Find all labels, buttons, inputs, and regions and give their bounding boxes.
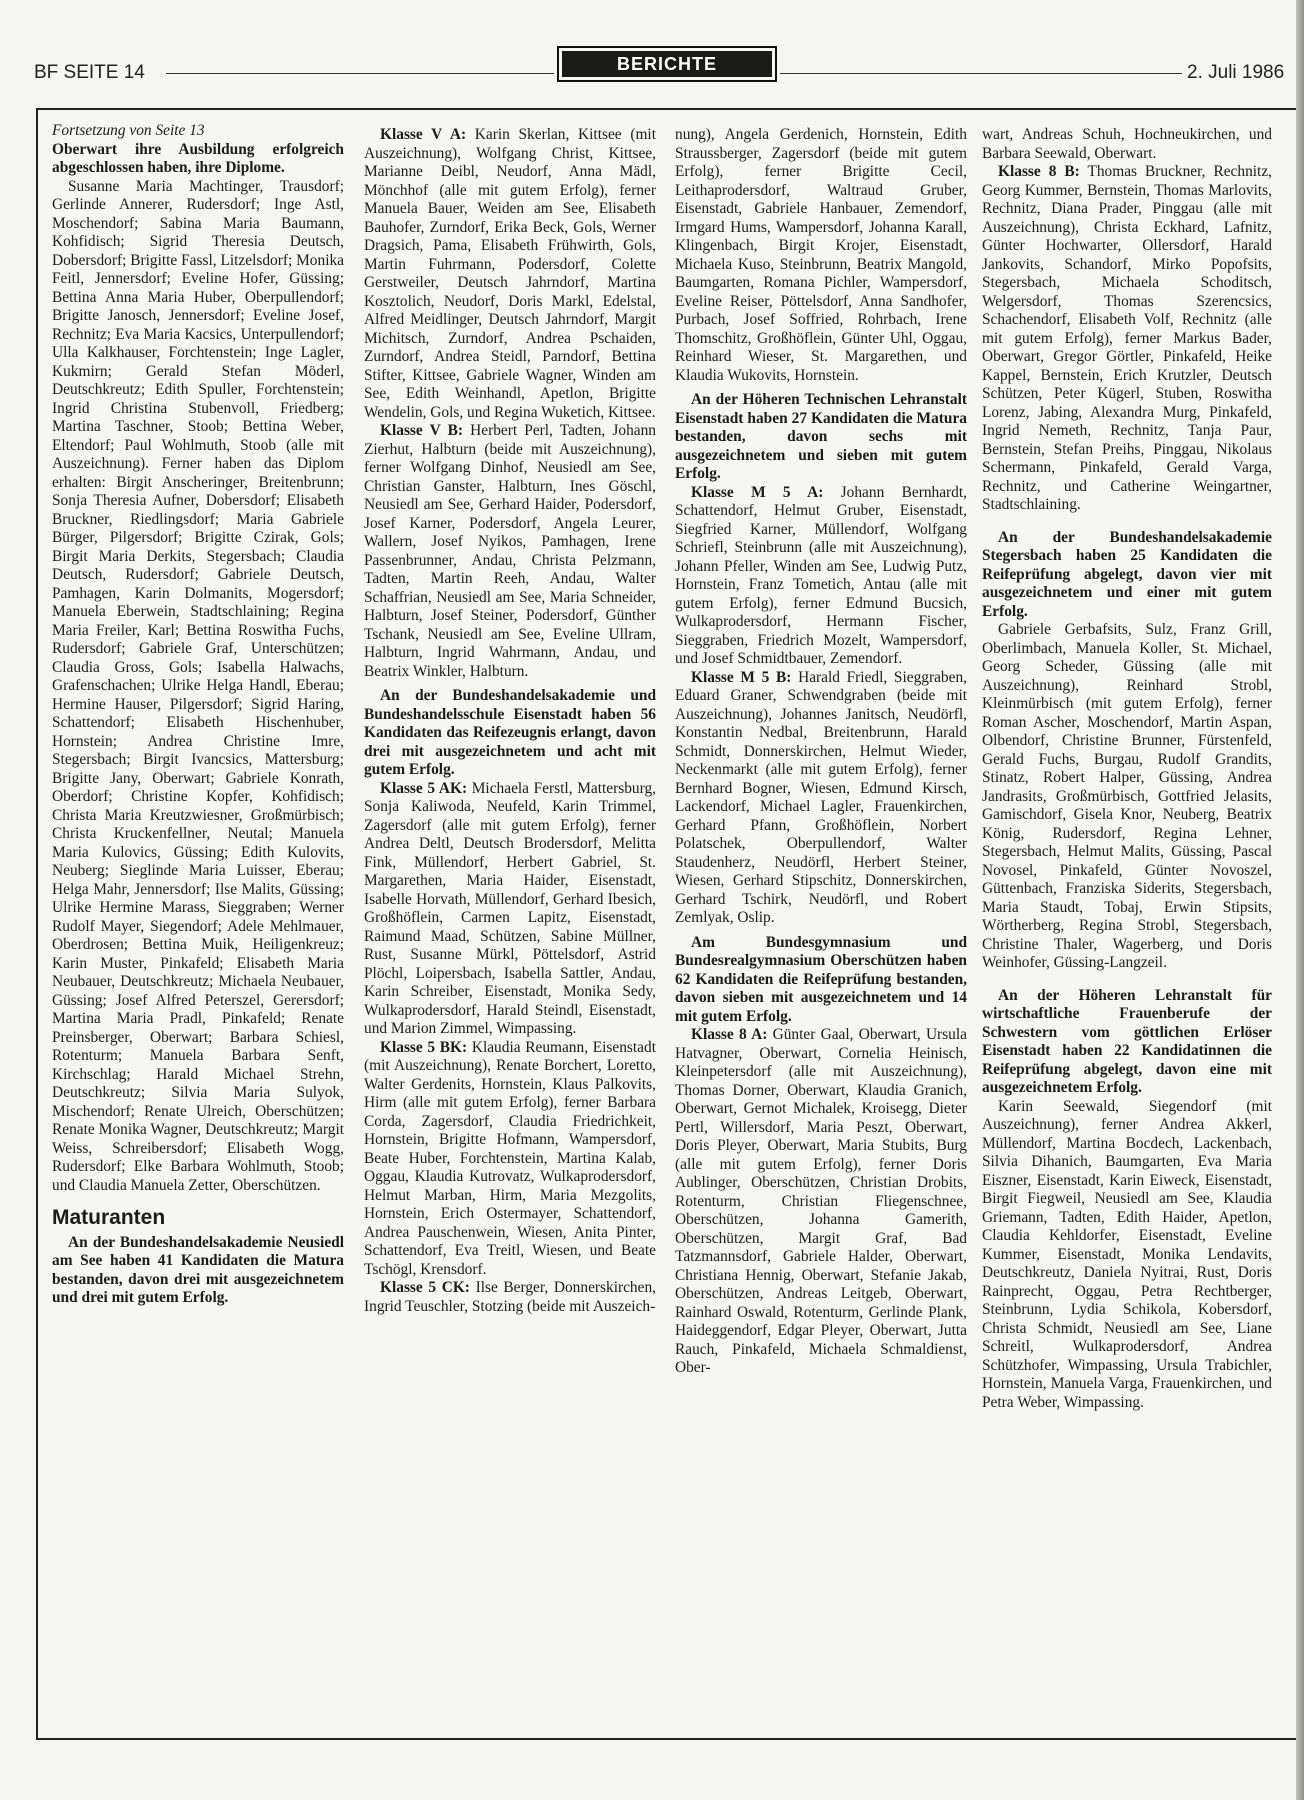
class-label: Klasse V B: — [380, 422, 463, 439]
class-list: Ilse Berger, Donnerskirchen, Ingrid Teuschler, Stotzing (beide mit Auszeich- — [364, 1279, 657, 1315]
continuation-note: Fortsetzung von Seite 13 — [52, 122, 205, 139]
intro-paragraph: Oberwart ihre Ausbildung erfolgreich abgeschlossen haben, ihre Diplome. — [52, 140, 344, 176]
school-lead: An der Bundeshandelsakademie Stegersbach haben 25 Kandidaten die Reifeprüfung abgelegt, davon vier mit ausgezeichnetem und einer mit gutem Erfolg. — [982, 528, 1272, 620]
page-label: BF SEITE 14 — [34, 62, 145, 83]
class-label: Klasse 8 B: — [998, 163, 1080, 180]
school-lead: An der Höheren Technischen Lehranstalt Eisenstadt haben 27 Kandidaten die Matura bestanden, davon sechs mit ausgezeichnetem und sieben mit gutem Erfolg. — [675, 391, 967, 482]
class-paragraph — [364, 1279, 656, 1316]
class-paragraph — [675, 669, 967, 928]
class-list: Michaela Ferstl, Mattersburg, Sonja Kaliwoda, Neufeld, Karin Trimmel, Zagersdorf (alle mit gutem Erfolg), ferner Andrea Deltl, Deutsch Brodersdorf, Melitta Fink, Müllendorf, Herbert Gabriel, St. Margarethen, Maria Haider, Eisenstadt, Isabelle Horvath, Müllendorf, Gerhard Ibesich, Großhöflein, Carmen Lapitz, Eisenstadt, Raimund Maad, Schützen, Sabine Müllner, Rust, Susanne Mürkl, Pöttelsdorf, Astrid Plöchl, Loipersbach, Isabella Sattler, Andau, Karin Schreiber, Eisenstadt, Monika Sedy, Wulkaprodersdorf, Harald Steindl, Eisenstadt, und Marion Zimmel, Wimpassing. — [364, 779, 656, 1037]
class-list: Herbert Perl, Tadten, Johann Zierhut, Halbturn (beide mit Auszeichnung), ferner Wolfgang Dinhof, Neusiedl am See, Christian Ganster, Halbturn, Ines Göschl, Neusiedl am See, Gerhard Haider, Podersdorf, Josef Karner, Podersdorf, Angela Leurer, Wallern, Josef Nyikos, Pamhagen, Irene Passenbrunner, Andau, Christa Pelzmann, Tadten, Martin Reeh, Andau, Walter Schaffrian, Neusiedl am See, Maria Schneider, Halbturn, Josef Steiner, Podersdorf, Günther Tschank, Neusiedl am See, Eveline Ullram, Halbturn, Ingrid Wahrmann, Andau, und Beatrix Winkler, Halbturn. — [364, 422, 656, 680]
graduate-list: Karin Seewald, Siegendorf (mit Auszeichnung), ferner Andrea Akkerl, Müllendorf, Martina Bocdech, Lackenbach, Silvia Dihanich, Baumgarten, Eva Maria Eiszner, Eisenstadt, Karin Eiweck, Eisenstadt, Birgit Fiegweil, Neusiedl am See, Klaudia Griemann, Tadten, Edith Haider, Apetlon, Claudia Kehldorfer, Eisenstadt, Eveline Kummer, Eisenstadt, Monika Lendavits, Deutschkreutz, Daniela Nyitrai, Rust, Doris Rainprecht, Oggau, Petra Rechtberger, Steinbrunn, Lydia Schikola, Kobersdorf, Christa Schmidt, Neusiedl am See, Liane Schreitl, Wulkaprodersdorf, Andrea Schützhofer, Wimpassing, Ursula Trabichler, Hornstein, Manuela Varga, Frauenkirchen, und Petra Weber, Wimpassing. — [982, 1097, 1272, 1411]
class-paragraph — [364, 1039, 656, 1280]
class-paragraph — [364, 422, 656, 681]
page-header — [0, 42, 1304, 102]
class-list: Harald Friedl, Sieggraben, Eduard Graner, Schwendgraben (beide mit Auszeichnung), Johannes Janitsch, Neudörfl, Konstantin Nedbal, Breitenbrunn, Harald Schmidt, Donnerskirchen, Helmut Wieder, Neckenmarkt (alle mit gutem Erfolg), ferner Bernhard Bogner, Wiesen, Edmund Kirsch, Lackendorf, Michael Lagler, Frauenkirchen, Gerhard Pfann, Großhöflein, Norbert Polatschek, Oberpullendorf, Walter Staudenherz, Neudörfl, Herbert Steiner, Wiesen, Gerhard Stipschitz, Donnerskirchen, Gerhard Tschirk, Neudörfl, und Robert Zemlyak, Oslip. — [675, 668, 967, 926]
issue-date: 2. Juli 1986 — [1187, 62, 1285, 83]
page-edge-shadow — [1296, 0, 1304, 1800]
class-paragraph — [675, 484, 967, 669]
graduate-list: Gabriele Gerbafsits, Sulz, Franz Grill, Oberlimbach, Manuela Koller, St. Michael, Georg Scheder, Güssing (alle mit Auszeichnung), Reinhard Strobl, Kleinmürbisch (mit gutem Erfolg), ferner Roman Ascher, Moschendorf, Martin Aspan, Olbendorf, Christine Brunner, Fürstenfeld, Gerald Fuchs, Burgau, Rudolf Grandits, Stinatz, Robert Halper, Güssing, Andrea Jandrasits, Großmürbisch, Gottfried Jelasits, Gamischdorf, Gisela Knor, Neuberg, Beatrix König, Rudersdorf, Regina Lehner, Stegersbach, Helmut Malits, Güssing, Pascal Novosel, Pinkafeld, Günter Novoszel, Güttenbach, Franziska Siderits, Stegersbach, Maria Staudt, Tobaj, Erwin Stipsits, Wörtherberg, Regina Strobl, Stegersbach, Christine Thaler, Wagerberg, und Doris Weinhofer, Güssing-Langzeil. — [982, 621, 1272, 971]
class-label: Klasse M 5 A: — [691, 483, 824, 501]
school-lead: Am Bundesgymnasium und Bundesrealgymnasium Oberschützen haben 62 Kandidaten die Reifeprüfung bestanden, davon sieben mit ausgezeichnetem und 14 mit gutem Erfolg. — [675, 933, 967, 1025]
school-lead: An der Höheren Lehranstalt für wirtschaftliche Frauenberufe der Schwestern vom göttlichen Erlöser Eisenstadt haben 22 Kandidatinnen die Reifeprüfung abgelegt, davon eine mit ausgezeichnetem Erfolg. — [982, 986, 1272, 1096]
graduate-list: Susanne Maria Machtinger, Trausdorf; Gerlinde Annerer, Rudersdorf; Inge Astl, Moschendorf; Sabina Maria Baumann, Kohfidisch; Sigrid Theresia Deutsch, Dobersdorf; Brigitte Fassl, Litzelsdorf; Monika Feitl, Jennersdorf; Eveline Hofer, Güssing; Bettina Anna Maria Huber, Oberpullendorf; Brigitte Janosch, Jennersdorf; Eveline Josef, Rechnitz; Eva Maria Kacsics, Unterpullendorf; Ulla Kalkhauser, Forchtenstein; Inge Lagler, Kukmirn; Gerald Stefan Möderl, Deutschkreutz; Edith Spuller, Forchtenstein; Ingrid Christina Stubenvoll, Friedberg; Martina Taschner, Stoob; Bettina Weber, Eltendorf; Paul Wohlmuth, Stoob (alle mit Auszeichnung). Ferner haben das Diplom erhalten: Birgit Anscheringer, Breitenbrunn; Sonja Theresia Aufner, Dobersdorf; Elisabeth Bruckner, Riedlingsdorf; Maria Gabriele Bürger, Pilgersdorf; Brigitte Czirak, Gols; Birgit Maria Derkits, Stegersbach; Claudia Deutsch, Rudersdorf; Gabriele Deutsch, Pamhagen, Karin Dolmanits, Mogersdorf; Manuela Eberwein, Stadtschlaining; Regina Maria Freiler, Karl; Bettina Roswitha Fuchs, Rudersdorf; Gabriele Graf, Unterschützen; Claudia Gross, Gols; Isabella Halwachs, Grafenschachen; Ulrike Helga Handl, Eberau; Hermine Hauser, Pilgersdorf; Sigrid Haring, Schattendorf; Elisabeth Hischenhuber, Hornstein; Andrea Christine Imre, Stegersbach; Birgit Ivancsics, Mattersburg; Brigitte Jany, Oberwart; Gabriele Konrath, Oberdorf; Christine Kopfer, Kohfidisch; Christa Maria Kreutzwiesner, Großmürbisch; Christa Kruckenfellner, Neutal; Manuela Maria Kulovics, Güssing; Edith Kulovits, Neuberg; Sieglinde Maria Luisser, Eberau; Helga Mahr, Jennersdorf; Ilse Malits, Güssing; Ulrike Hermine Marass, Sieggraben; Werner Rudolf Mayer, Siegendorf; Adele Mehlmauer, Oberdrosen; Bettina Muik, Heiligenkreuz; Karin Muster, Pinkafeld; Elisabeth Maria Neubauer, Deutschkreutz; Michaela Neubauer, Güssing; Josef Alfred Peterszel, Gerersdorf; Martina Maria Pradl, Pinkafeld; Renate Preinsberger, Oberwart; Barbara Schiesl, Rotenturm; Manuela Barbara Senft, Kirchschlag; Harald Michael Strehn, Deutschkreutz; Silvia Maria Sulyok, Mischendorf; Renate Ulreich, Oberschützen; Renate Monika Wagner, Deutschkreutz; Margit Weiss, Schreibersdorf; Elisabeth Wogg, Rudersdorf; Elke Barbara Wohlmuth, Stoob; und Claudia Manuela Zetter, Oberschützen. — [52, 177, 344, 1194]
class-paragraph — [364, 126, 656, 422]
class-paragraph — [982, 163, 1272, 515]
class-label: Klasse 5 CK: — [380, 1279, 470, 1296]
header-rule-left — [166, 73, 554, 74]
continued-list: wart, Andreas Schuh, Hochneukirchen, und Barbara Seewald, Oberwart. — [982, 126, 1272, 162]
continued-list: nung), Angela Gerdenich, Hornstein, Edith Straussberger, Zagersdorf (beide mit gutem Erfolg), ferner Brigitte Cecil, Leithaprodersdorf, Waltraud Gruber, Eisenstadt, Gabriele Hanbauer, Zemendorf, Irmgard Hums, Wampersdorf, Johanna Karall, Klingenbach, Birgit Krojer, Eisenstadt, Michaela Kuso, Steinbrunn, Beatrix Mangold, Baumgarten, Romana Pichler, Wampersdorf, Eveline Reiser, Pöttelsdorf, Anna Sandhofer, Purbach, Josef Soffried, Rohrbach, Irene Thomschitz, Großhöflein, Günter Uhl, Oggau, Reinhard Wieser, St. Margarethen, und Klaudia Wukovits, Hornstein. — [675, 126, 967, 384]
school-lead: An der Bundeshandelsakademie und Bundeshandelsschule Eisenstadt haben 56 Kandidaten das Reifezeugnis erlangt, davon drei mit ausgezeichnetem und acht mit gutem Erfolg. — [364, 687, 656, 778]
column-3 — [675, 122, 967, 1378]
class-list: Klaudia Reumann, Eisenstadt (mit Auszeichnung), Renate Borchert, Loretto, Walter Gerdenits, Hornstein, Klaus Palkovits, Hirm (alle mit gutem Erfolg), ferner Barbara Corda, Zagersdorf, Claudia Friedrichkeit, Hornstein, Brigitte Hofmann, Wampersdorf, Beate Huber, Forchtenstein, Martina Kalab, Oggau, Klaudia Kutrovatz, Wulkaprodersdorf, Helmut Marban, Hirm, Maria Mezgolits, Hornstein, Erich Ostermayer, Schattendorf, Andrea Pauschenwein, Wiesen, Anita Pinter, Schattendorf, Eva Treitl, Wiesen, und Beate Tschögl, Krensdorf. — [364, 1038, 656, 1278]
column-1 — [52, 122, 344, 1308]
section-badge — [557, 46, 777, 82]
subheading: Maturanten — [52, 1206, 166, 1229]
class-list: Johann Bernhardt, Schattendorf, Helmut Gruber, Eisenstadt, Siegfried Karner, Müllendorf, Wolfgang Schriefl, Steinbrunn (alle mit Auszeichnung), Johann Pfeller, Winden am See, Ludwig Putz, Hornstein, Franz Tometich, Antau (alle mit gutem Erfolg), ferner Edmund Bucsich, Wulkaprodersdorf, Hermann Fischer, Sieggraben, Friedrich Mozelt, Wampersdorf, und Josef Schmidtbauer, Zemendorf. — [675, 483, 967, 667]
class-label: Klasse 5 AK: — [380, 779, 468, 797]
class-paragraph — [675, 1026, 967, 1378]
column-2 — [364, 122, 656, 1316]
class-label: Klasse 8 A: — [691, 1026, 768, 1043]
class-list: Thomas Bruckner, Rechnitz, Georg Kummer, Bernstein, Thomas Marlovits, Rechnitz, Diana Prader, Pinggau (alle mit Auszeichnung), Christa Eckhard, Lafnitz, Günter Hochwarter, Ollersdorf, Harald Jankovits, Schandorf, Mirko Popofsits, Stegersbach, Michaela Schoditsch, Welgersdorf, Thomas Szerencsics, Schachendorf, Elisabeth Volf, Rechnitz (alle mit gutem Erfolg), ferner Markus Bader, Oberwart, Gregor Görtler, Pinkafeld, Heike Kappel, Bernstein, Erich Krutzler, Deutsch Schützen, Peter Kügerl, Stuben, Roswitha Lorenz, Jabing, Alexandra Murg, Pinkafeld, Ingrid Nemeth, Rechnitz, Tanja Paur, Bernstein, Stefan Preihs, Pinggau, Nikolaus Schermann, Pinkafeld, Gerald Varga, Rechnitz, und Catherine Weingartner, Stadtschlaining. — [982, 163, 1272, 513]
class-list: Karin Skerlan, Kittsee (mit Auszeichnung), Wolfgang Christ, Kittsee, Marianne Deibl, Neudorf, Anna Mädl, Mönchhof (alle mit gutem Erfolg), ferner Manuela Bauer, Weiden am See, Elisabeth Bauhofer, Zurndorf, Erika Beck, Gols, Werner Dragsich, Pama, Elisabeth Frühwirth, Gols, Martin Fuhrmann, Podersdorf, Colette Gerstweiler, Deutsch Jahrndorf, Martina Kosztolich, Neudorf, Doris Markl, Edelstal, Alfred Meidlinger, Deutsch Jahrndorf, Margit Michitsch, Zurndorf, Andrea Pschaiden, Zurndorf, Andrea Steidl, Parndorf, Bettina Stifter, Kittsee, Gabriele Wagner, Winden am See, Edith Weinhandl, Apetlon, Brigitte Wendelin, Gols, und Regina Wuketich, Kittsee. — [364, 126, 656, 421]
column-4 — [982, 122, 1272, 1412]
class-label: Klasse 5 BK: — [380, 1038, 468, 1056]
class-paragraph — [364, 780, 656, 1039]
header-rule-right — [780, 73, 1182, 74]
section-title: BERICHTE — [562, 51, 772, 77]
class-label: Klasse V A: — [380, 126, 467, 143]
class-list: Günter Gaal, Oberwart, Ursula Hatvagner, Oberwart, Cornelia Heinisch, Kleinpetersdorf (alle mit Auszeichnung), Thomas Dorner, Oberwart, Klaudia Granich, Oberwart, Gernot Michalek, Kroisegg, Dieter Pertl, Willersdorf, Maria Peszt, Oberwart, Doris Pleyer, Oberwart, Maria Stubits, Burg (alle mit gutem Erfolg), ferner Doris Aublinger, Oberschützen, Christian Drobits, Rotenturm, Christian Fliegenschnee, Oberschützen, Johanna Gamerith, Oberschützen, Margit Graf, Bad Tatzmannsdorf, Gabriele Halder, Oberwart, Christiana Hennig, Oberwart, Stefanie Jakab, Oberschützen, Andreas Leitgeb, Oberwart, Rainhard Oswald, Rotenturm, Gerlinde Plank, Haideggendorf, Edgar Pleyer, Oberwart, Jutta Rauch, Pinkafeld, Michaela Schmaldienst, Ober- — [675, 1026, 967, 1376]
school-lead: An der Bundeshandelsakademie Neusiedl am See haben 41 Kandidaten die Matura bestanden, davon drei mit ausgezeichnetem und drei mit gutem Erfolg. — [52, 1233, 344, 1306]
class-label: Klasse M 5 B: — [691, 668, 792, 686]
